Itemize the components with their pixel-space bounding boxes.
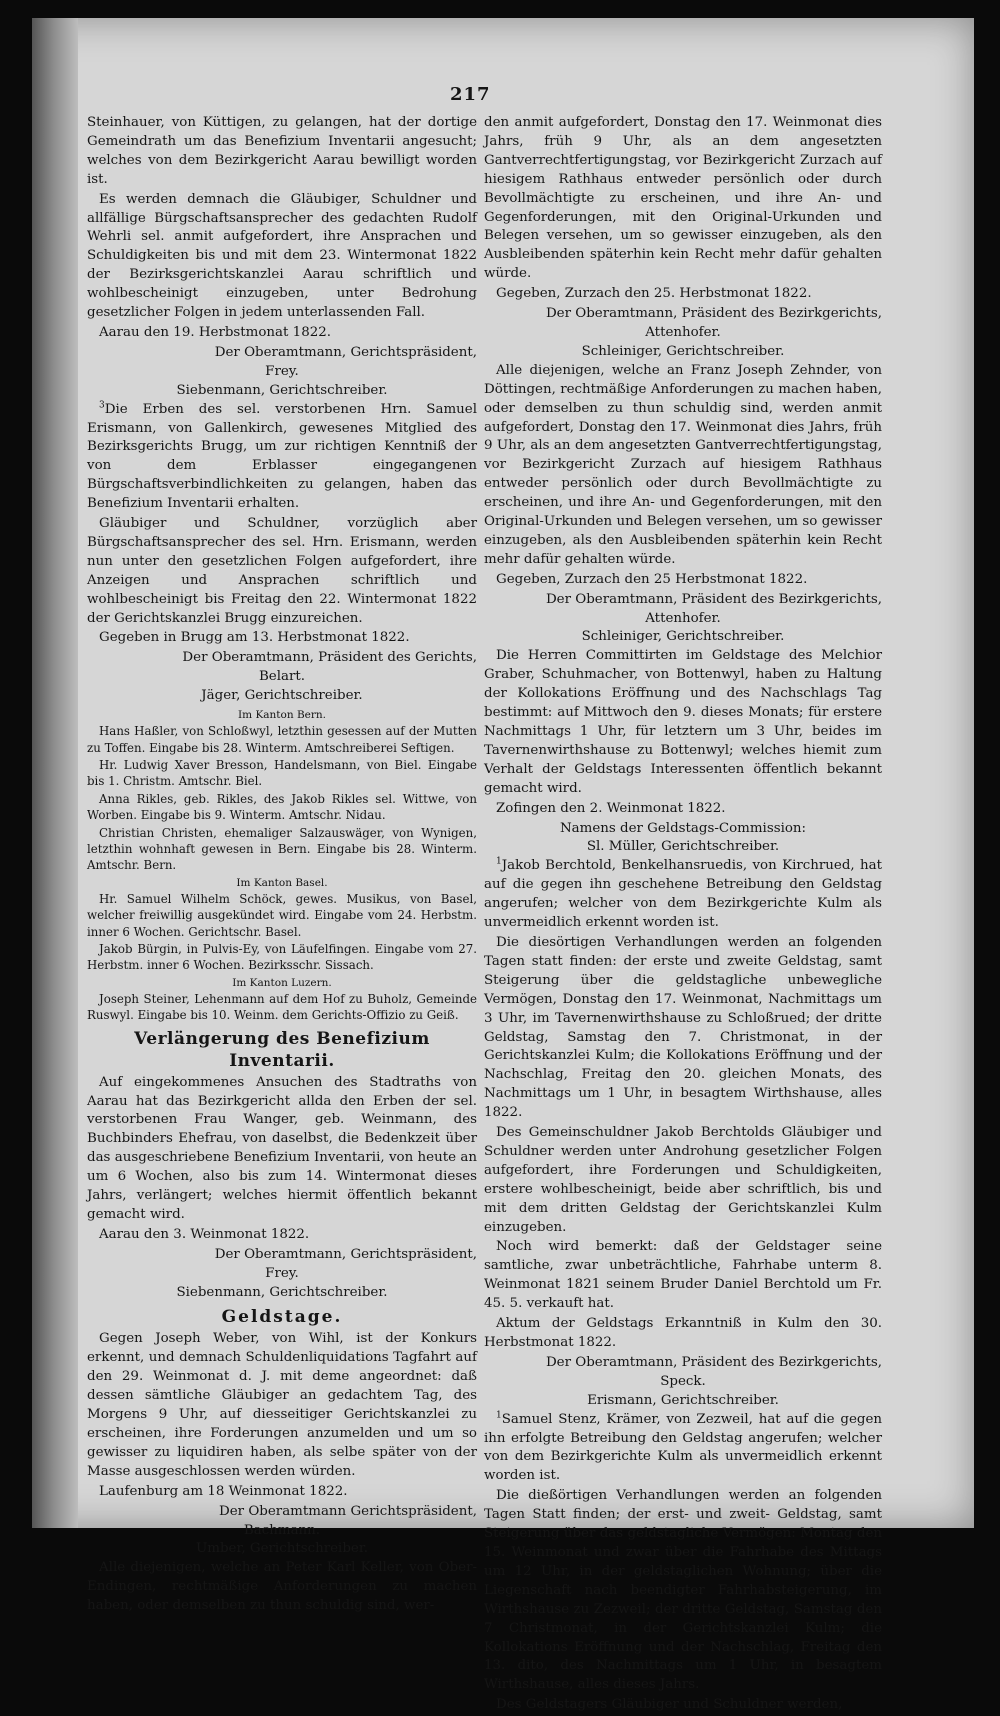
signature-clerk: Erismann, Gerichtschreiber. bbox=[587, 1392, 779, 1408]
signature-name: Frey. bbox=[265, 363, 299, 379]
page-number: 217 bbox=[450, 84, 491, 105]
right-column bbox=[484, 114, 882, 1716]
signature-clerk: Schleiniger, Gerichtschreiber. bbox=[581, 343, 785, 359]
signature: Der Oberamtmann, Präsident des Gerichts, bbox=[182, 650, 477, 666]
signature-name: Attenhofer. bbox=[645, 610, 721, 626]
signature-clerk: Schleiniger, Gerichtschreiber. bbox=[581, 629, 785, 645]
paragraph: Die dießörtigen Verhandlungen werden an folgenden Tagen Statt finden; der erst- und zweit- Geldstag, samt Steigerung über das geldstagliche Vermögen: Montag den 15. Weinmonat und zwar über die Fahrhabe des Mittags um 12 Uhr, in der geldstaglichen Wohnung; über die Liegenschaft nach beendigter Fahrhabsteigerung, im Wirthshause zu Zezweil; der dritte Geldstag, Samstag den 7 Christmonat, in der Gerichtskanzlei Kulm; die Kollokations Eröffnung und der Nachschlag, Freitag den 13. dito, des Nachmittags um 1 Uhr, in besagtem Wirthshause, alles dieses Jahrs. bbox=[484, 1488, 882, 1693]
paragraph: Gläubiger und Schuldner, vorzüglich aber Bürgschaftsansprecher des sel. Hrn. Erismann, werden nun unter den gesetzlichen Folgen aufgefordert, ihre Anzeigen und Ansprachen schriftlich und wohlbescheinigt bis Freitag den 22. Wintermonat 1822 der Gerichtskanzlei Brugg einzureichen. bbox=[87, 516, 477, 626]
signature: Der Oberamtmann, Gerichtspräsident, bbox=[214, 1246, 477, 1262]
signature-name: Belart. bbox=[258, 669, 306, 685]
signature-clerk: Siebenmann, Gerichtschreiber. bbox=[176, 382, 388, 398]
paragraph: Noch wird bemerkt: daß der Geldstager seine samtliche, zwar unbeträchtliche, Fahrhabe unterm 8. Weinmonat 1821 seinem Bruder Daniel Berchtold um Fr. 45. 5. verkauft hat. bbox=[484, 1239, 882, 1312]
paragraph bbox=[484, 1411, 882, 1487]
place-date: Aarau den 19. Herbstmonat 1822. bbox=[99, 324, 332, 340]
paragraph: Des Gemeinschuldner Jakob Berchtolds Gläubiger und Schuldner werden unter Androhung gesetzlicher Folgen aufgefordert, ihre Forderungen und Schuldigkeiten, erstere wohlbescheinigt, beide aber schriftlich, bis und mit dem dritten Geldstag der Gerichtskanzlei Kulm einzugeben. bbox=[484, 1125, 882, 1235]
newspaper-page bbox=[32, 18, 974, 1713]
signature: Der Oberamtmann, Präsident des Bezirkgerichts, bbox=[545, 591, 882, 607]
place-date: Gegeben, Zurzach den 25 Herbstmonat 1822. bbox=[496, 571, 808, 587]
page-gutter bbox=[32, 18, 78, 1528]
list-entry: Christian Christen, ehemaliger Salzauswäger, von Wynigen, letzthin wohnhaft gewesen in Bern. Eingabe bis 28. Winterm. Amtschr. Bern. bbox=[87, 825, 477, 873]
paragraph: Des Geldstagers Gläubiger und Schuldner werden, bbox=[496, 1697, 843, 1713]
footnote-mark: 3 bbox=[99, 400, 105, 411]
list-entry: Hr. Ludwig Xaver Bresson, Handelsmann, von Biel. Eingabe bis 1. Christm. Amtschr. Biel. bbox=[87, 757, 477, 789]
paragraph bbox=[484, 857, 882, 933]
paragraph: den anmit aufgefordert, Donstag den 17. Weinmonat dies Jahrs, früh 9 Uhr, als an dem angesetzten Gantverrechtfertigungstag, vor Bezirkgericht Zurzach auf hiesigem Rathhaus entweder persönlich oder durch Bevollmächtigte zu erscheinen, und ihre An- und Gegenforderungen, mit den Original-Urkunden und Belegen versehen, um so gewisser einzugeben, als den Ausbleibenden späterhin kein Recht mehr dafür gehalten würde. bbox=[484, 115, 882, 282]
paragraph: Die Herren Committirten im Geldstage des Melchior Graber, Schuhmacher, von Bottenwyl, haben zu Haltung der Kollokations Eröffnung und des Nachschlags Tag bestimmt: auf Mittwoch den 9. dieses Monats; für erstere Nachmittags 1 Uhr, für letztern um 3 Uhr, beides im Tavernenwirthshause zu Bottenwyl; welches hiemit zum Verhalt der Geldstags Interessenten öffentlich bekannt gemacht wird. bbox=[484, 648, 882, 796]
left-column bbox=[87, 114, 477, 1617]
signature-clerk: Siebenmann, Gerichtschreiber. bbox=[176, 1284, 388, 1300]
paragraph: Aktum der Geldstags Erkanntniß in Kulm den 30. Herbstmonat 1822. bbox=[484, 1316, 882, 1350]
footnote-mark: 1 bbox=[496, 856, 502, 867]
paragraph-text: Samuel Stenz, Krämer, von Zezweil, hat auf die gegen ihn erfolgte Betreibung den Geldstag angerufen; welcher von dem Bezirkgerichte Kulm als unvermeidlich erkennt worden ist. bbox=[484, 1411, 882, 1484]
paragraph: Auf eingekommenes Ansuchen des Stadtraths von Aarau hat das Bezirkgericht allda den Erben der sel. verstorbenen Frau Wanger, geb. Weinmann, des Buchbinders Ehefrau, von daselbst, die Bedenkzeit über das ausgeschriebene Benefizium Inventarii, von heute an um 6 Wochen, also bis zum 14. Wintermonat dieses Jahrs, verlängert; welches hiermit öffentlich bekannt gemacht wird. bbox=[87, 1074, 477, 1222]
list-entry: Hans Haßler, von Schloßwyl, letzthin gesessen auf der Mutten zu Toffen. Eingabe bis 28. Winterm. Amtschreiberei Seftigen. bbox=[87, 724, 477, 755]
paragraph: Alle diejenigen, welche an Franz Joseph Zehnder, von Döttingen, rechtmäßige Anforderungen zu machen haben, oder demselben zu thun schuldig sind, werden anmit aufgefordert, Donstag den 17. Weinmonat dies Jahrs, früh 9 Uhr, als an dem angesetzten Gantverrechtfertigungstag, vor Bezirkgericht Zurzach auf hiesigem Rathhaus entweder persönlich oder durch Bevollmächtigte zu erscheinen, und ihre An- und Gegenforderungen, mit den Original-Urkunden und Belegen versehen, um so gewisser einzugeben, als den Ausbleibenden späterhin kein Recht mehr dafür gehalten würde. bbox=[484, 362, 882, 567]
canton-heading-basel: Im Kanton Basel. bbox=[236, 876, 328, 889]
paragraph: Es werden demnach die Gläubiger, Schuldner und allfällige Bürgschaftsansprecher des gedachten Rudolf Wehrli sel. anmit aufgefordert, ihre Ansprachen und Schuldigkeiten bis und mit dem 23. Wintermonat 1822 der Bezirksgerichtskanzlei Aarau schriftlich und wohlbescheinigt einzugeben, unter Bedrohung gesetzlicher Folgen in jedem unterlassenden Fall. bbox=[87, 191, 477, 321]
place-date: Laufenburg am 18 Weinmonat 1822. bbox=[99, 1483, 348, 1499]
place-date: Gegeben, Zurzach den 25. Herbstmonat 1822. bbox=[496, 286, 812, 302]
section-heading: Verlängerung des Benefizium Inventarii. bbox=[134, 1028, 430, 1071]
section-heading: Geldstage. bbox=[221, 1307, 343, 1328]
list-entry: Joseph Steiner, Lehenmann auf dem Hof zu Buholz, Gemeinde Ruswyl. Eingabe bis 10. Weinm. dem Gerichts-Offizio zu Geiß. bbox=[87, 991, 477, 1023]
signature-name: Attenhofer. bbox=[645, 324, 721, 340]
paragraph-text: Die Erben des sel. verstorbenen Hrn. Samuel Erismann, von Gallenkirch, gewesenes Mitglied des Bezirksgerichts Brugg, um zur richtigen Kenntniß der von dem Erblasser eingegangenen Bürgschaftsverbindlichkeiten zu gelangen, haben das Benefizium Inventarii erhalten. bbox=[87, 401, 477, 512]
footnote-mark: 1 bbox=[496, 1410, 502, 1421]
paragraph bbox=[87, 401, 477, 514]
signature: Der Oberamtmann, Präsident des Bezirkgerichts, bbox=[545, 1354, 882, 1370]
signature-name: Frey. bbox=[265, 1265, 299, 1281]
list-entry: Anna Rikles, geb. Rikles, des Jakob Rikles sel. Wittwe, von Worben. Eingabe bis 9. Winterm. Amtschr. Nidau. bbox=[87, 791, 477, 823]
signature-clerk: Umber, Gerichtschreiber. bbox=[195, 1541, 369, 1557]
paragraph-text: Jakob Berchtold, Benkelhansruedis, von Kirchrued, hat auf die gegen ihn geschehene Betreibung den Geldstag angerufen; welcher von dem Bezirkgerichte Kulm als unvermeidlich erkennt worden ist. bbox=[484, 858, 882, 931]
place-date: Zofingen den 2. Weinmonat 1822. bbox=[496, 800, 726, 816]
signature-name: Speck. bbox=[660, 1373, 706, 1389]
paragraph: Gegen Joseph Weber, von Wihl, ist der Konkurs erkennt, und demnach Schuldenliquidations Tagfahrt auf den 29. Weinmonat d. J. mit deme angeordnet: daß dessen sämtliche Gläubiger an gedachtem Tag, des Morgens 9 Uhr, auf diesseitiger Gerichtskanzlei zu erscheinen, ihre Forderungen anzumelden und um so gewisser zu liquidiren haben, als selbe später von der Masse ausgeschlossen werden würden. bbox=[87, 1331, 477, 1479]
list-entry: Hr. Samuel Wilhelm Schöck, gewes. Musikus, von Basel, welcher freiwillig ausgekündet wird. Eingabe vom 24. Herbstm. inner 6 Wochen. Gerichtschr. Basel. bbox=[87, 891, 477, 939]
signature: Namens der Geldstags-Commission: bbox=[559, 820, 807, 836]
canton-heading-luzern: Im Kanton Luzern. bbox=[232, 976, 332, 989]
signature-clerk: Sl. Müller, Gerichtschreiber. bbox=[586, 839, 780, 855]
signature: Der Oberamtmann Gerichtspräsident, bbox=[219, 1503, 477, 1519]
paragraph: Die diesörtigen Verhandlungen werden an folgenden Tagen statt finden: der erste und zweite Geldstag, samt Steigerung über die geldstagliche unbewegliche Vermögen, Donstag den 17. Weinmonat, Nachmittags um 3 Uhr, im Tavernenwirthshause zu Schloßrued; der dritte Geldstag, Samstag den 7. Christmonat, in der Gerichtskanzlei Kulm; die Kollokations Eröffnung und der Nachschlag, Freitag den 20. gleichen Monats, des Nachmittags um 1 Uhr, in besagtem Wirthshause, alles 1822. bbox=[484, 934, 882, 1121]
place-date: Gegeben in Brugg am 13. Herbstmonat 1822. bbox=[99, 630, 410, 646]
canton-heading-bern: Im Kanton Bern. bbox=[238, 709, 326, 722]
paragraph: Steinhauer, von Küttigen, zu gelangen, hat der dortige Gemeindrath um das Benefizium Inventarii angesucht; welches von dem Bezirkgericht Aarau bewilligt worden ist. bbox=[87, 115, 477, 187]
signature: Der Oberamtmann, Präsident des Bezirkgerichts, bbox=[545, 306, 882, 322]
paragraph: Alle diejenigen, welche an Peter Karl Keller, von Ober-Endingen, rechtmäßige Anforderungen zu machen haben, oder demselben zu thun schuldig sind, wer- bbox=[87, 1560, 477, 1614]
signature-name: Bachmann. bbox=[243, 1522, 321, 1538]
list-entry: Jakob Bürgin, in Pulvis-Ey, von Läufelfingen. Eingabe vom 27. Herbstm. inner 6 Wochen. Bezirksschr. Sissach. bbox=[87, 941, 477, 973]
signature: Der Oberamtmann, Gerichtspräsident, bbox=[214, 344, 477, 360]
place-date: Aarau den 3. Weinmonat 1822. bbox=[99, 1226, 310, 1242]
signature-clerk: Jäger, Gerichtschreiber. bbox=[201, 688, 363, 704]
